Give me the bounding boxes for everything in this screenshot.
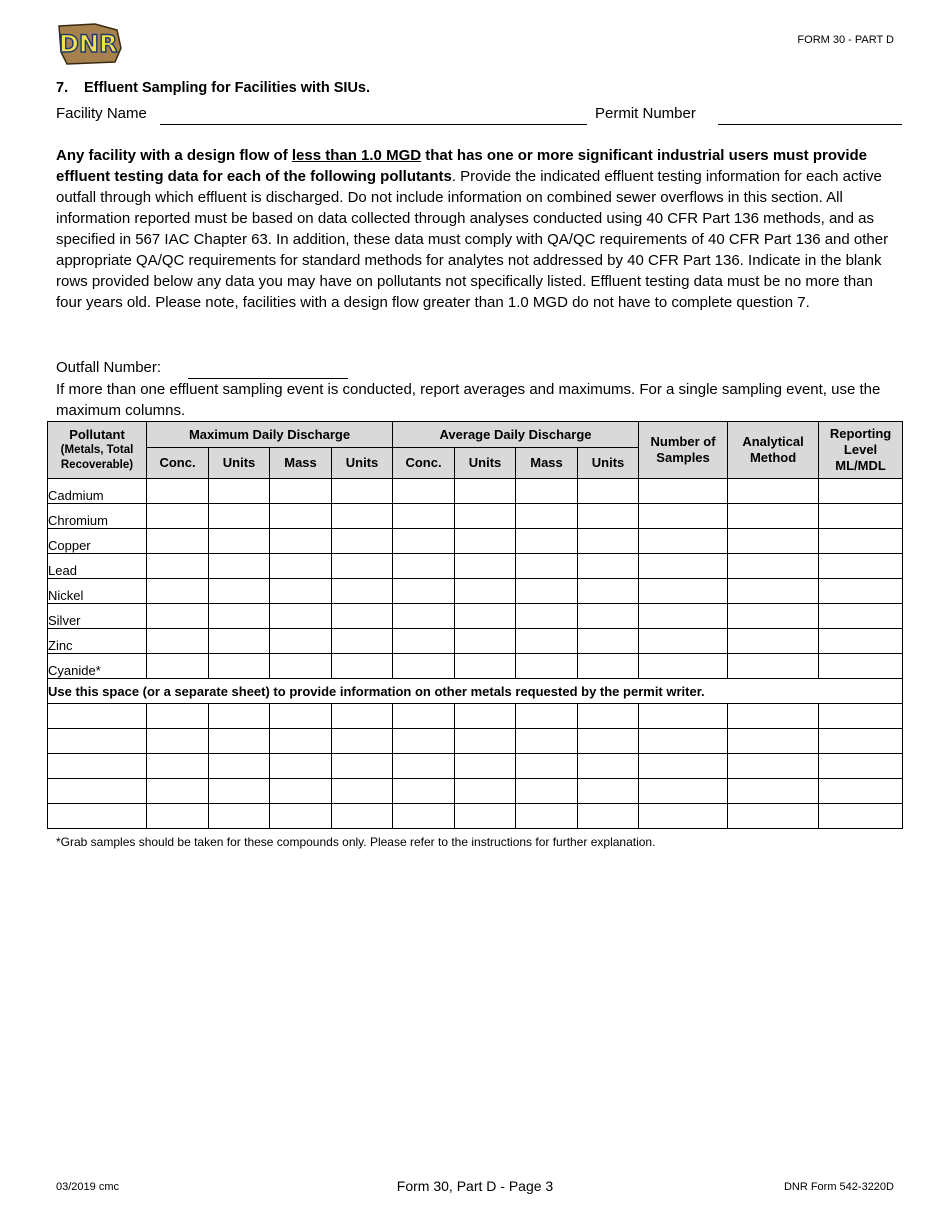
table-cell-input[interactable] (332, 704, 393, 729)
max-daily-header: Maximum Daily Discharge (147, 422, 393, 448)
table-cell-input[interactable] (639, 504, 728, 529)
table-cell-input[interactable] (209, 654, 270, 679)
table-cell-input[interactable] (516, 479, 578, 504)
effluent-table (47, 421, 903, 829)
pollutant-name: Silver (48, 604, 147, 629)
table-cell-input[interactable] (728, 729, 819, 754)
table-cell-input[interactable] (147, 504, 209, 529)
table-cell-input[interactable] (819, 654, 903, 679)
table-cell-input[interactable] (209, 729, 270, 754)
pollutant-name (48, 729, 147, 754)
table-row (48, 754, 903, 779)
table-cell-input[interactable] (209, 529, 270, 554)
table-cell-input[interactable] (147, 804, 209, 829)
table-cell-input[interactable] (578, 579, 639, 604)
table-cell-input[interactable] (728, 504, 819, 529)
table-cell-input[interactable] (819, 754, 903, 779)
table-cell-input[interactable] (819, 604, 903, 629)
instructions-underlined: less than 1.0 MGD (291, 147, 422, 164)
table-cell-input[interactable] (332, 779, 393, 804)
table-row (48, 529, 903, 554)
table-cell-input[interactable] (393, 629, 455, 654)
table-cell-input[interactable] (209, 779, 270, 804)
table-cell-input[interactable] (147, 529, 209, 554)
table-cell-input[interactable] (728, 629, 819, 654)
table-cell-input[interactable] (332, 554, 393, 579)
avg-mass-units-header: Units (578, 448, 639, 479)
pollutant-name: Nickel (48, 579, 147, 604)
table-cell-input[interactable] (393, 479, 455, 504)
table-cell-input[interactable] (393, 604, 455, 629)
table-row (48, 554, 903, 579)
table-cell-input[interactable] (147, 479, 209, 504)
avg-mass-header: Mass (516, 448, 578, 479)
table-cell-input[interactable] (147, 629, 209, 654)
footer-revision: 03/2019 cmc (56, 1181, 119, 1193)
footer-page: Form 30, Part D - Page 3 (396, 1178, 554, 1194)
table-cell-input[interactable] (393, 729, 455, 754)
table-cell-input[interactable] (332, 629, 393, 654)
footnote: *Grab samples should be taken for these compounds only. Please refer to the instructions for further explanation. (56, 835, 656, 849)
table-cell-input[interactable] (270, 604, 332, 629)
table-cell-input[interactable] (393, 704, 455, 729)
table-cell-input[interactable] (728, 754, 819, 779)
table-cell-input[interactable] (728, 704, 819, 729)
table-cell-input[interactable] (270, 579, 332, 604)
pollutant-name: Cyanide* (48, 654, 147, 679)
table-cell-input[interactable] (209, 479, 270, 504)
question-title (56, 80, 370, 96)
table-cell-input[interactable] (393, 504, 455, 529)
table-cell-input[interactable] (639, 529, 728, 554)
table-cell-input[interactable] (578, 529, 639, 554)
table-cell-input[interactable] (393, 779, 455, 804)
facility-name-input[interactable] (160, 124, 587, 125)
table-cell-input[interactable] (455, 579, 516, 604)
table-cell-input[interactable] (516, 629, 578, 654)
table-cell-input[interactable] (332, 529, 393, 554)
table-cell-input[interactable] (819, 704, 903, 729)
table-cell-input[interactable] (819, 529, 903, 554)
pollutant-column-header (48, 422, 147, 479)
instructions-paragraph (56, 145, 896, 313)
table-cell-input[interactable] (270, 729, 332, 754)
table-cell-input[interactable] (393, 529, 455, 554)
table-cell-input[interactable] (639, 654, 728, 679)
table-cell-input[interactable] (332, 504, 393, 529)
table-cell-input[interactable] (332, 479, 393, 504)
table-cell-input[interactable] (516, 529, 578, 554)
outfall-number-label: Outfall Number: (56, 359, 162, 376)
table-cell-input[interactable] (578, 479, 639, 504)
table-cell-input[interactable] (516, 704, 578, 729)
table-cell-input[interactable] (455, 654, 516, 679)
table-row (48, 479, 903, 504)
table-cell-input[interactable] (455, 504, 516, 529)
table-cell-input[interactable] (639, 579, 728, 604)
reporting-level-header: Reporting Level ML/MDL (819, 422, 903, 479)
form-id: FORM 30 - PART D (797, 34, 894, 46)
table-cell-input[interactable] (516, 779, 578, 804)
table-cell-input[interactable] (578, 554, 639, 579)
table-cell-input[interactable] (209, 554, 270, 579)
pollutant-header-label: Pollutant (69, 427, 125, 442)
other-metals-note: Use this space (or a separate sheet) to provide information on other metals requested by the permit writer. (48, 679, 903, 704)
table-cell-input[interactable] (455, 604, 516, 629)
table-cell-input[interactable] (332, 579, 393, 604)
table-cell-input[interactable] (147, 779, 209, 804)
table-cell-input[interactable] (455, 779, 516, 804)
dnr-logo (55, 22, 125, 66)
table-cell-input[interactable] (728, 579, 819, 604)
table-cell-input[interactable] (270, 479, 332, 504)
table-cell-input[interactable] (639, 804, 728, 829)
table-cell-input[interactable] (819, 804, 903, 829)
table-cell-input[interactable] (393, 654, 455, 679)
table-cell-input[interactable] (455, 804, 516, 829)
table-cell-input[interactable] (639, 729, 728, 754)
table-cell-input[interactable] (209, 504, 270, 529)
question-number: 7. (56, 80, 69, 96)
table-cell-input[interactable] (209, 604, 270, 629)
footer-form-number: DNR Form 542-3220D (783, 1181, 894, 1193)
table-row (48, 604, 903, 629)
table-row (48, 779, 903, 804)
table-cell-input[interactable] (639, 704, 728, 729)
table-row (48, 729, 903, 754)
pollutant-name (48, 754, 147, 779)
pollutant-subheader-label: (Metals, Total Recoverable) (60, 444, 134, 471)
instructions-body: . Provide the indicated effluent testing information for each active outfall through which effluent is discharged. Do not include information on combined sewer overflows in this section. All information reported must be based on data collected through analyses conducted using 40 CFR Part 136 methods, and as specified in 567 IAC Chapter 63. In addition, these data must comply with QA/QC requirements of 40 CFR Part 136 and other appropriate QA/QC requirements for standard methods for analytes not addressed by 40 CFR Part 136. Indicate in the blank rows provided below any data you may have on pollutants not specifically listed. Effluent testing data must be no more than four years old. Please note, facilities with a design flow greater than 1.0 MGD do not have to complete question 7. (56, 168, 889, 311)
table-cell-input[interactable] (455, 729, 516, 754)
outfall-number-input[interactable] (188, 378, 348, 379)
table-cell-input[interactable] (393, 754, 455, 779)
table-cell-input[interactable] (270, 704, 332, 729)
table-row (48, 629, 903, 654)
table-cell-input[interactable] (147, 604, 209, 629)
table-cell-input[interactable] (209, 704, 270, 729)
pollutant-name: Lead (48, 554, 147, 579)
table-cell-input[interactable] (455, 704, 516, 729)
table-cell-input[interactable] (147, 579, 209, 604)
table-cell-input[interactable] (516, 754, 578, 779)
table-cell-input[interactable] (728, 804, 819, 829)
table-cell-input[interactable] (209, 754, 270, 779)
table-cell-input[interactable] (270, 804, 332, 829)
table-cell-input[interactable] (147, 554, 209, 579)
table-cell-input[interactable] (147, 654, 209, 679)
pollutant-name: Zinc (48, 629, 147, 654)
table-cell-input[interactable] (578, 604, 639, 629)
table-cell-input[interactable] (578, 779, 639, 804)
pollutant-name: Chromium (48, 504, 147, 529)
table-cell-input[interactable] (819, 779, 903, 804)
instructions-bold-start: Any facility with a design flow of (56, 147, 292, 164)
table-cell-input[interactable] (516, 729, 578, 754)
table-cell-input[interactable] (455, 629, 516, 654)
instructions-bold-end: that has one or more significant industrial users must provide effluent testing data for each of the following pollutants (56, 147, 867, 185)
table-cell-input[interactable] (819, 729, 903, 754)
table-cell-input[interactable] (728, 479, 819, 504)
table-cell-input[interactable] (578, 729, 639, 754)
max-mass-units-header: Units (332, 448, 393, 479)
table-cell-input[interactable] (455, 479, 516, 504)
max-units-header: Units (209, 448, 270, 479)
table-cell-input[interactable] (639, 554, 728, 579)
question-title-text: Effluent Sampling for Facilities with SIUs. (84, 80, 371, 96)
table-cell-input[interactable] (516, 604, 578, 629)
table-cell-input[interactable] (728, 554, 819, 579)
table-cell-input[interactable] (209, 579, 270, 604)
table-cell-input[interactable] (270, 654, 332, 679)
table-row (48, 804, 903, 829)
avg-daily-header: Average Daily Discharge (393, 422, 639, 448)
table-cell-input[interactable] (270, 779, 332, 804)
table-cell-input[interactable] (578, 504, 639, 529)
pollutant-name (48, 704, 147, 729)
table-cell-input[interactable] (393, 579, 455, 604)
table-cell-input[interactable] (147, 754, 209, 779)
table-cell-input[interactable] (147, 729, 209, 754)
table-cell-input[interactable] (516, 554, 578, 579)
table-cell-input[interactable] (516, 579, 578, 604)
table-cell-input[interactable] (578, 704, 639, 729)
table-cell-input[interactable] (516, 654, 578, 679)
table-cell-input[interactable] (270, 529, 332, 554)
max-conc-header: Conc. (147, 448, 209, 479)
table-cell-input[interactable] (639, 604, 728, 629)
table-cell-input[interactable] (332, 804, 393, 829)
table-cell-input[interactable] (639, 754, 728, 779)
table-cell-input[interactable] (332, 754, 393, 779)
table-row (48, 704, 903, 729)
table-cell-input[interactable] (819, 629, 903, 654)
table-cell-input[interactable] (270, 554, 332, 579)
table-cell-input[interactable] (728, 604, 819, 629)
table-cell-input[interactable] (819, 554, 903, 579)
permit-number-label: Permit Number (595, 105, 696, 122)
table-cell-input[interactable] (516, 504, 578, 529)
table-row (48, 504, 903, 529)
pollutant-name: Copper (48, 529, 147, 554)
table-cell-input[interactable] (209, 629, 270, 654)
table-cell-input[interactable] (639, 479, 728, 504)
table-cell-input[interactable] (393, 554, 455, 579)
table-cell-input[interactable] (516, 804, 578, 829)
table-cell-input[interactable] (819, 504, 903, 529)
table-cell-input[interactable] (728, 654, 819, 679)
pollutant-name (48, 804, 147, 829)
max-mass-header: Mass (270, 448, 332, 479)
table-cell-input[interactable] (455, 554, 516, 579)
table-cell-input[interactable] (728, 529, 819, 554)
permit-number-input[interactable] (718, 124, 902, 125)
table-cell-input[interactable] (578, 804, 639, 829)
table-cell-input[interactable] (270, 754, 332, 779)
table-cell-input[interactable] (393, 804, 455, 829)
table-cell-input[interactable] (270, 504, 332, 529)
table-cell-input[interactable] (819, 579, 903, 604)
table-cell-input[interactable] (455, 529, 516, 554)
table-cell-input[interactable] (332, 729, 393, 754)
table-cell-input[interactable] (578, 629, 639, 654)
number-of-samples-header: Number of Samples (639, 422, 728, 479)
svg-text:DNR: DNR (59, 30, 118, 58)
table-cell-input[interactable] (819, 479, 903, 504)
table-cell-input[interactable] (209, 804, 270, 829)
pollutant-name: Cadmium (48, 479, 147, 504)
table-row (48, 579, 903, 604)
facility-name-label: Facility Name (56, 105, 147, 122)
table-cell-input[interactable] (639, 779, 728, 804)
table-cell-input[interactable] (270, 629, 332, 654)
table-row (48, 654, 903, 679)
table-cell-input[interactable] (728, 779, 819, 804)
pollutant-name (48, 779, 147, 804)
table-cell-input[interactable] (578, 754, 639, 779)
table-cell-input[interactable] (639, 629, 728, 654)
table-cell-input[interactable] (147, 704, 209, 729)
avg-conc-header: Conc. (393, 448, 455, 479)
analytical-method-header: Analytical Method (728, 422, 819, 479)
table-cell-input[interactable] (455, 754, 516, 779)
table-cell-input[interactable] (332, 654, 393, 679)
sampling-note: If more than one effluent sampling event is conducted, report averages and maximums. For a single sampling event, use the maximum columns. (56, 381, 881, 419)
avg-units-header: Units (455, 448, 516, 479)
table-cell-input[interactable] (578, 654, 639, 679)
table-cell-input[interactable] (332, 604, 393, 629)
